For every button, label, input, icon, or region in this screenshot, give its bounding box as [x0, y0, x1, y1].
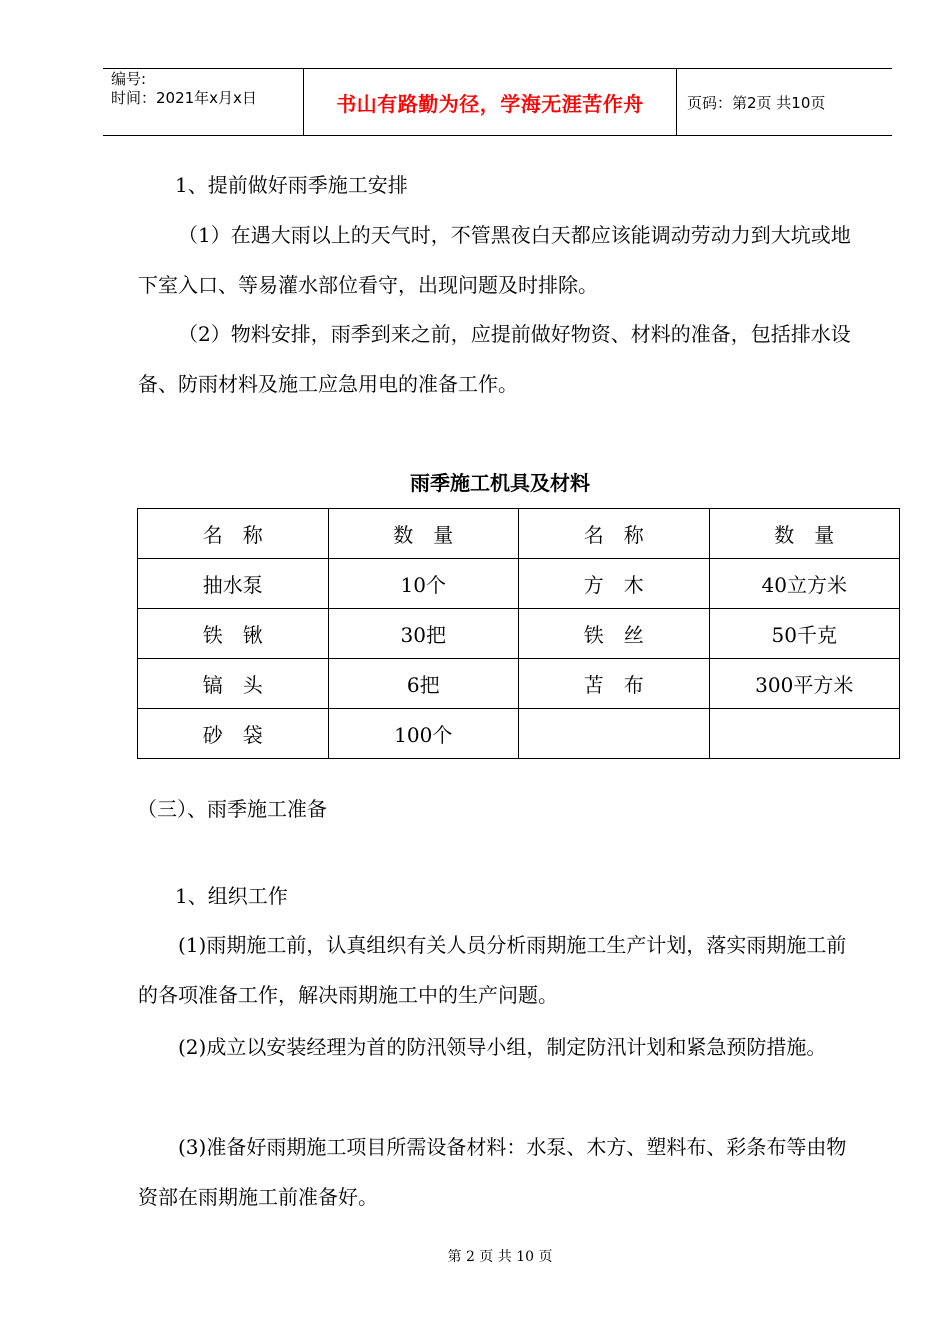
section-heading-rain-preparation: （三）、雨季施工准备	[137, 797, 327, 821]
table-row	[138, 559, 900, 609]
table-row	[138, 709, 900, 759]
header-meta	[103, 69, 304, 135]
column-header-quantity: 数 量	[709, 509, 900, 559]
section-heading-rain-schedule: 1、提前做好雨季施工安排	[175, 173, 408, 197]
paragraph-flood-team: (2)成立以安装经理为首的防汛领导小组，制定防汛计划和紧急预防措施。	[178, 1035, 827, 1059]
time-label: 时间：2021年x月x日	[111, 89, 257, 107]
table-cell: 砂 袋	[138, 709, 329, 759]
header-page-info: 页码：第2页 共10页	[687, 93, 826, 112]
table-cell	[709, 709, 900, 759]
table-cell: 100个	[328, 709, 519, 759]
table-title: 雨季施工机具及材料	[410, 471, 590, 495]
table-row	[138, 659, 900, 709]
table-row	[138, 609, 900, 659]
paragraph-labor-arrangement: （1）在遇大雨以上的天气时，不管黑夜白天都应该能调动劳动力到大坑或地下室入口、等易灌水部位看守，出现问题及时排除。	[138, 223, 851, 297]
table-cell: 50千克	[709, 609, 900, 659]
paragraph-planning: (1)雨期施工前，认真组织有关人员分析雨期施工生产计划，落实雨期施工前的各项准备工作，解决雨期施工中的生产问题。	[138, 933, 847, 1007]
table-cell: 30把	[328, 609, 519, 659]
column-header-name: 名 称	[138, 509, 329, 559]
table-cell: 苫 布	[519, 659, 710, 709]
paragraph-material-arrangement: （2）物料安排，雨季到来之前，应提前做好物资、材料的准备，包括排水设备、防雨材料及施工应急用电的准备工作。	[138, 322, 851, 396]
table-cell: 镐 头	[138, 659, 329, 709]
header-slogan: 书山有路勤为径，学海无涯苦作舟	[304, 69, 677, 135]
page-header	[103, 68, 892, 136]
table-cell: 300平方米	[709, 659, 900, 709]
number-label: 编号:	[111, 70, 147, 88]
table-cell: 6把	[328, 659, 519, 709]
table-cell: 铁 丝	[519, 609, 710, 659]
table-header-row	[138, 509, 900, 559]
table-cell: 铁 锹	[138, 609, 329, 659]
table-cell: 40立方米	[709, 559, 900, 609]
table-cell	[519, 709, 710, 759]
paragraph-equipment: (3)准备好雨期施工项目所需设备材料：水泵、木方、塑料布、彩条布等由物资部在雨期施工前准备好。	[138, 1135, 847, 1209]
table-cell: 10个	[328, 559, 519, 609]
table-cell: 方 木	[519, 559, 710, 609]
table-cell: 抽水泵	[138, 559, 329, 609]
column-header-quantity: 数 量	[328, 509, 519, 559]
sub-heading-organization: 1、组织工作	[175, 884, 288, 908]
column-header-name: 名 称	[519, 509, 710, 559]
page-footer: 第 2 页 共 10 页	[447, 1249, 553, 1265]
materials-table	[137, 508, 900, 759]
